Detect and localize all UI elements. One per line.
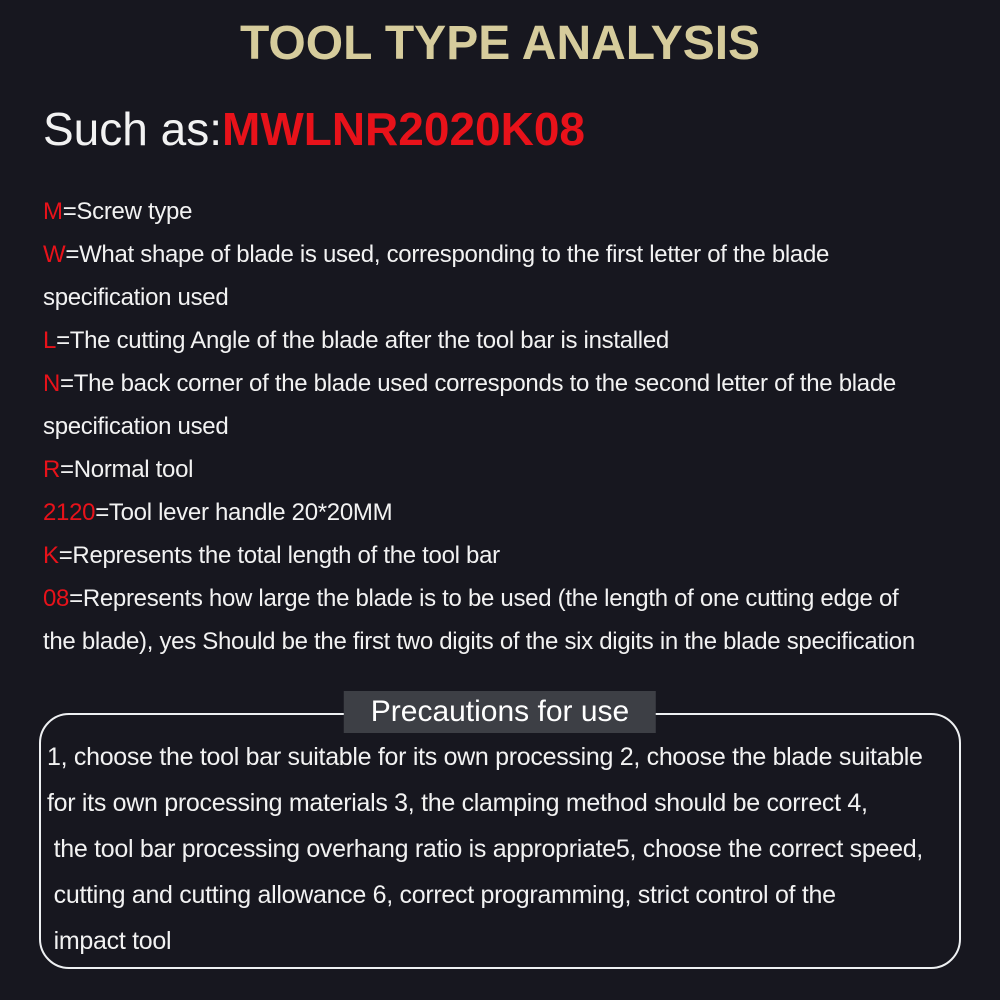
breakdown-prefix: N [43, 370, 61, 397]
breakdown-prefix: 08 [43, 585, 70, 612]
breakdown-item-08 [43, 577, 993, 620]
breakdown-item-n-cont: specification used [43, 413, 229, 440]
code-breakdown-list [43, 190, 993, 663]
precaution-line: 1, choose the tool bar suitable for its own processing 2, choose the blade suitable [47, 743, 923, 771]
breakdown-text: =Normal tool [60, 456, 194, 483]
breakdown-item-2120 [43, 491, 993, 534]
breakdown-text: =Screw type [62, 198, 193, 225]
example-code: MWLNR2020K08 [222, 103, 585, 155]
breakdown-prefix: K [43, 542, 59, 569]
precaution-line: the tool bar processing overhang ratio is appropriate5, choose the correct speed, [47, 835, 923, 863]
breakdown-text: =Represents how large the blade is to be used (the length of one cutting edge of [69, 585, 899, 612]
breakdown-prefix: W [43, 241, 66, 268]
page-title: TOOL TYPE ANALYSIS [239, 17, 761, 70]
breakdown-item-r [43, 448, 993, 491]
breakdown-prefix: 2120 [43, 499, 96, 526]
breakdown-text: =What shape of blade is used, corresponding to the first letter of the blade [65, 241, 830, 268]
breakdown-item-w [43, 233, 993, 276]
breakdown-text: =The cutting Angle of the blade after the tool bar is installed [56, 327, 669, 354]
breakdown-item-l [43, 319, 993, 362]
breakdown-item-08-cont: the blade), yes Should be the first two digits of the six digits in the blade specification [43, 628, 915, 655]
example-label: Such as: [43, 103, 222, 155]
breakdown-prefix: L [43, 327, 57, 354]
example-line [43, 102, 585, 157]
breakdown-text: =Represents the total length of the tool bar [58, 542, 500, 569]
precaution-line: impact tool [47, 927, 172, 955]
precaution-line: for its own processing materials 3, the clamping method should be correct 4, [47, 789, 868, 817]
breakdown-item-m [43, 190, 993, 233]
precautions-title: Precautions for use [344, 691, 656, 733]
precaution-line: cutting and cutting allowance 6, correct programming, strict control of the [47, 881, 836, 909]
breakdown-text: =Tool lever handle 20*20MM [95, 499, 393, 526]
breakdown-item-k [43, 534, 993, 577]
precautions-text [47, 734, 982, 964]
breakdown-item-n [43, 362, 993, 405]
breakdown-text: =The back corner of the blade used corresponds to the second letter of the blade [60, 370, 896, 397]
breakdown-item-w-cont: specification used [43, 284, 229, 311]
breakdown-prefix: M [43, 198, 63, 225]
breakdown-prefix: R [43, 456, 61, 483]
